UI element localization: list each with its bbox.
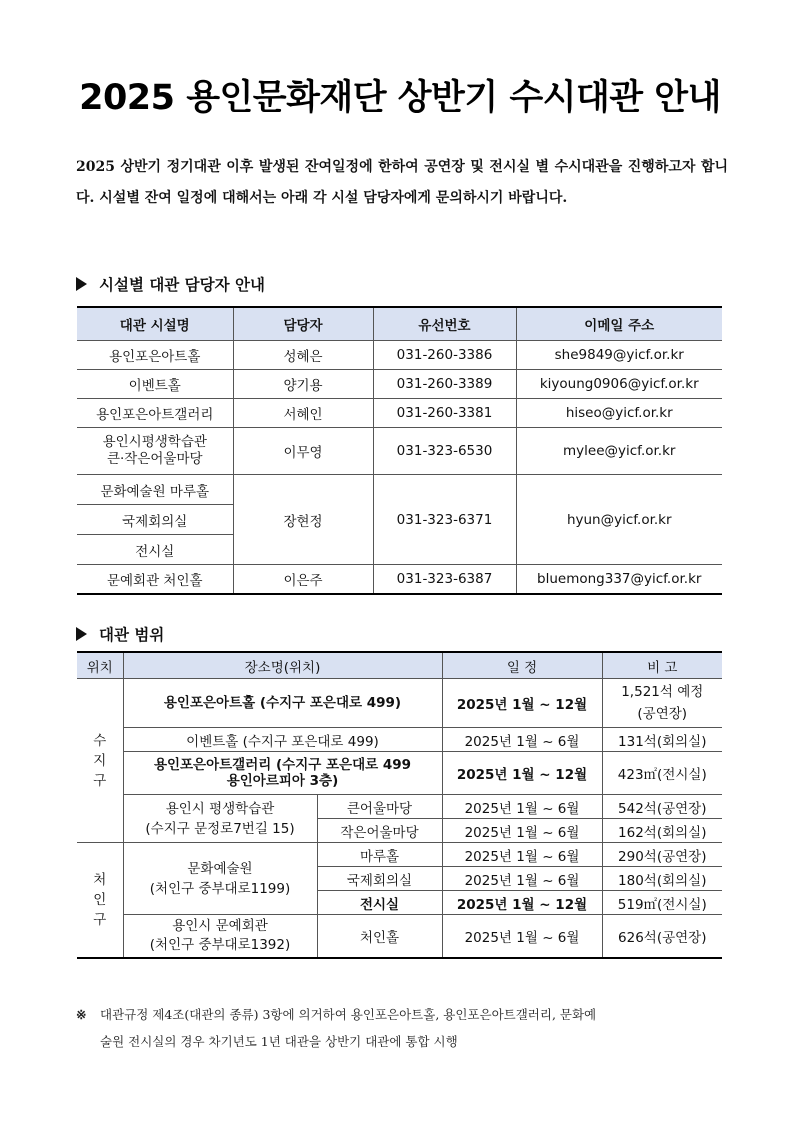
room-cell: 국제회의실 xyxy=(317,867,442,891)
table-row xyxy=(77,728,722,752)
header-venue: 장소명(위치) xyxy=(123,652,442,679)
table-row xyxy=(77,428,722,475)
phone-cell: 031-323-6530 xyxy=(373,428,516,475)
venue-line: 용인시 문예회관 xyxy=(172,918,268,934)
phone-cell: 031-323-6387 xyxy=(373,565,516,595)
facility-cell: 문화예술원 마루홀 xyxy=(77,475,233,505)
phone-cell: 031-260-3386 xyxy=(373,341,516,370)
note-cell: 519㎡(전시실) xyxy=(602,891,722,915)
region-label: 처인구 xyxy=(93,872,107,928)
rental-scope-table xyxy=(77,651,722,959)
manager-cell: 장현정 xyxy=(233,475,373,565)
venue-cell: 이벤트홀 (수지구 포은대로 499) xyxy=(123,728,442,752)
facility-cell: 국제회의실 xyxy=(77,505,233,535)
schedule-cell: 2025년 1월 ~ 6월 xyxy=(442,819,602,843)
venue-line: 용인아르피아 3층) xyxy=(226,773,339,789)
region-cell xyxy=(77,679,123,843)
venue-cell xyxy=(123,843,317,915)
table-row xyxy=(77,341,722,370)
manager-cell: 서혜인 xyxy=(233,399,373,428)
contacts-section-heading xyxy=(76,273,265,295)
venue-line: (처인구 중부대로1199) xyxy=(149,880,291,897)
schedule-cell: 2025년 1월 ~ 6월 xyxy=(442,843,602,867)
table-row xyxy=(77,399,722,428)
venue-cell xyxy=(123,915,317,959)
venue-line: (수지구 문정로7번길 15) xyxy=(145,820,295,837)
schedule-cell: 2025년 1월 ~ 12월 xyxy=(442,679,602,728)
schedule-cell: 2025년 1월 ~ 6월 xyxy=(442,867,602,891)
schedule-cell: 2025년 1월 ~ 12월 xyxy=(442,891,602,915)
rental-header-row xyxy=(77,652,722,679)
triangle-bullet-icon xyxy=(76,277,87,291)
manager-cell: 성혜은 xyxy=(233,341,373,370)
contacts-header-row xyxy=(77,307,722,341)
schedule-cell: 2025년 1월 ~ 6월 xyxy=(442,728,602,752)
email-cell: bluemong337@yicf.or.kr xyxy=(516,565,722,595)
note-cell: 131석(회의실) xyxy=(602,728,722,752)
note-cell: 542석(공연장) xyxy=(602,795,722,819)
region-cell xyxy=(77,843,123,959)
table-row xyxy=(77,843,722,867)
phone-cell: 031-260-3381 xyxy=(373,399,516,428)
venue-line: 용인포은아트갤러리 (수지구 포은대로 499 xyxy=(153,757,412,773)
email-cell: kiyoung0906@yicf.or.kr xyxy=(516,370,722,399)
header-region: 위치 xyxy=(77,652,123,679)
email-cell: mylee@yicf.or.kr xyxy=(516,428,722,475)
manager-cell: 양기용 xyxy=(233,370,373,399)
room-cell: 작은어울마당 xyxy=(317,819,442,843)
phone-cell: 031-260-3389 xyxy=(373,370,516,399)
note-cell xyxy=(602,679,722,728)
facility-line: 큰·작은어울마당 xyxy=(106,451,203,467)
table-row xyxy=(77,475,722,505)
rental-section-heading xyxy=(76,623,164,645)
intro-paragraph: 2025 상반기 정기대관 이후 발생된 잔여일정에 한하여 공연장 및 전시실 별 수시대관을 진행하고자 합니다. 시설별 잔여 일정에 대해서는 아래 각 시설 담당자에게 문의하시기 바랍니다. xyxy=(76,159,728,206)
facility-cell: 용인포은아트갤러리 xyxy=(77,399,233,428)
facility-cell: 문예회관 처인홀 xyxy=(77,565,233,595)
table-row xyxy=(77,795,722,819)
email-cell: she9849@yicf.or.kr xyxy=(516,341,722,370)
facility-cell: 이벤트홀 xyxy=(77,370,233,399)
contacts-table xyxy=(77,306,722,595)
schedule-cell: 2025년 1월 ~ 12월 xyxy=(442,752,602,795)
header-manager: 담당자 xyxy=(233,307,373,341)
header-schedule: 일 정 xyxy=(442,652,602,679)
region-label: 수지구 xyxy=(93,732,107,789)
header-facility: 대관 시설명 xyxy=(77,307,233,341)
footnote-text: 대관규정 제4조(대관의 종류) 3항에 의거하여 용인포은아트홀, 용인포은아트갤러리, 문화예 xyxy=(100,1007,597,1022)
facility-line: 용인시평생학습관 xyxy=(102,434,207,450)
table-row xyxy=(77,565,722,595)
venue-line: 용인시 평생학습관 xyxy=(165,800,275,817)
room-cell: 처인홀 xyxy=(317,915,442,959)
venue-cell: 용인포은아트홀 (수지구 포은대로 499) xyxy=(123,679,442,728)
footnote xyxy=(76,1001,728,1055)
email-cell: hiseo@yicf.or.kr xyxy=(516,399,722,428)
footnote-line xyxy=(76,1001,728,1028)
table-row xyxy=(77,679,722,728)
schedule-cell: 2025년 1월 ~ 6월 xyxy=(442,915,602,959)
table-row xyxy=(77,915,722,959)
phone-cell: 031-323-6371 xyxy=(373,475,516,565)
room-cell: 전시실 xyxy=(317,891,442,915)
note-cell: 162석(회의실) xyxy=(602,819,722,843)
room-cell: 마루홀 xyxy=(317,843,442,867)
note-cell: 180석(회의실) xyxy=(602,867,722,891)
table-row xyxy=(77,370,722,399)
email-cell: hyun@yicf.or.kr xyxy=(516,475,722,565)
venue-cell xyxy=(123,752,442,795)
note-cell: 423㎡(전시실) xyxy=(602,752,722,795)
venue-cell xyxy=(123,795,317,843)
venue-line: 문화예술원 xyxy=(187,860,253,877)
reference-mark-icon: ※ xyxy=(76,1007,87,1022)
table-row xyxy=(77,752,722,795)
footnote-line: 술원 전시실의 경우 차기년도 1년 대관을 상반기 대관에 통합 시행 xyxy=(100,1034,458,1049)
manager-cell: 이은주 xyxy=(233,565,373,595)
note-line: (공연장) xyxy=(637,706,688,722)
facility-cell: 전시실 xyxy=(77,535,233,565)
triangle-bullet-icon xyxy=(76,627,87,641)
header-email: 이메일 주소 xyxy=(516,307,722,341)
page-title: 2025 용인문화재단 상반기 수시대관 안내 xyxy=(79,78,721,118)
rental-heading-text: 대관 범위 xyxy=(99,625,165,644)
schedule-cell: 2025년 1월 ~ 6월 xyxy=(442,795,602,819)
room-cell: 큰어울마당 xyxy=(317,795,442,819)
note-cell: 626석(공연장) xyxy=(602,915,722,959)
facility-cell xyxy=(77,428,233,475)
header-phone: 유선번호 xyxy=(373,307,516,341)
facility-cell: 용인포은아트홀 xyxy=(77,341,233,370)
header-note: 비 고 xyxy=(602,652,722,679)
venue-line: (처인구 중부대로1392) xyxy=(149,937,291,953)
manager-cell: 이무영 xyxy=(233,428,373,475)
note-line: 1,521석 예정 xyxy=(621,684,704,700)
contacts-heading-text: 시설별 대관 담당자 안내 xyxy=(99,275,265,294)
note-cell: 290석(공연장) xyxy=(602,843,722,867)
